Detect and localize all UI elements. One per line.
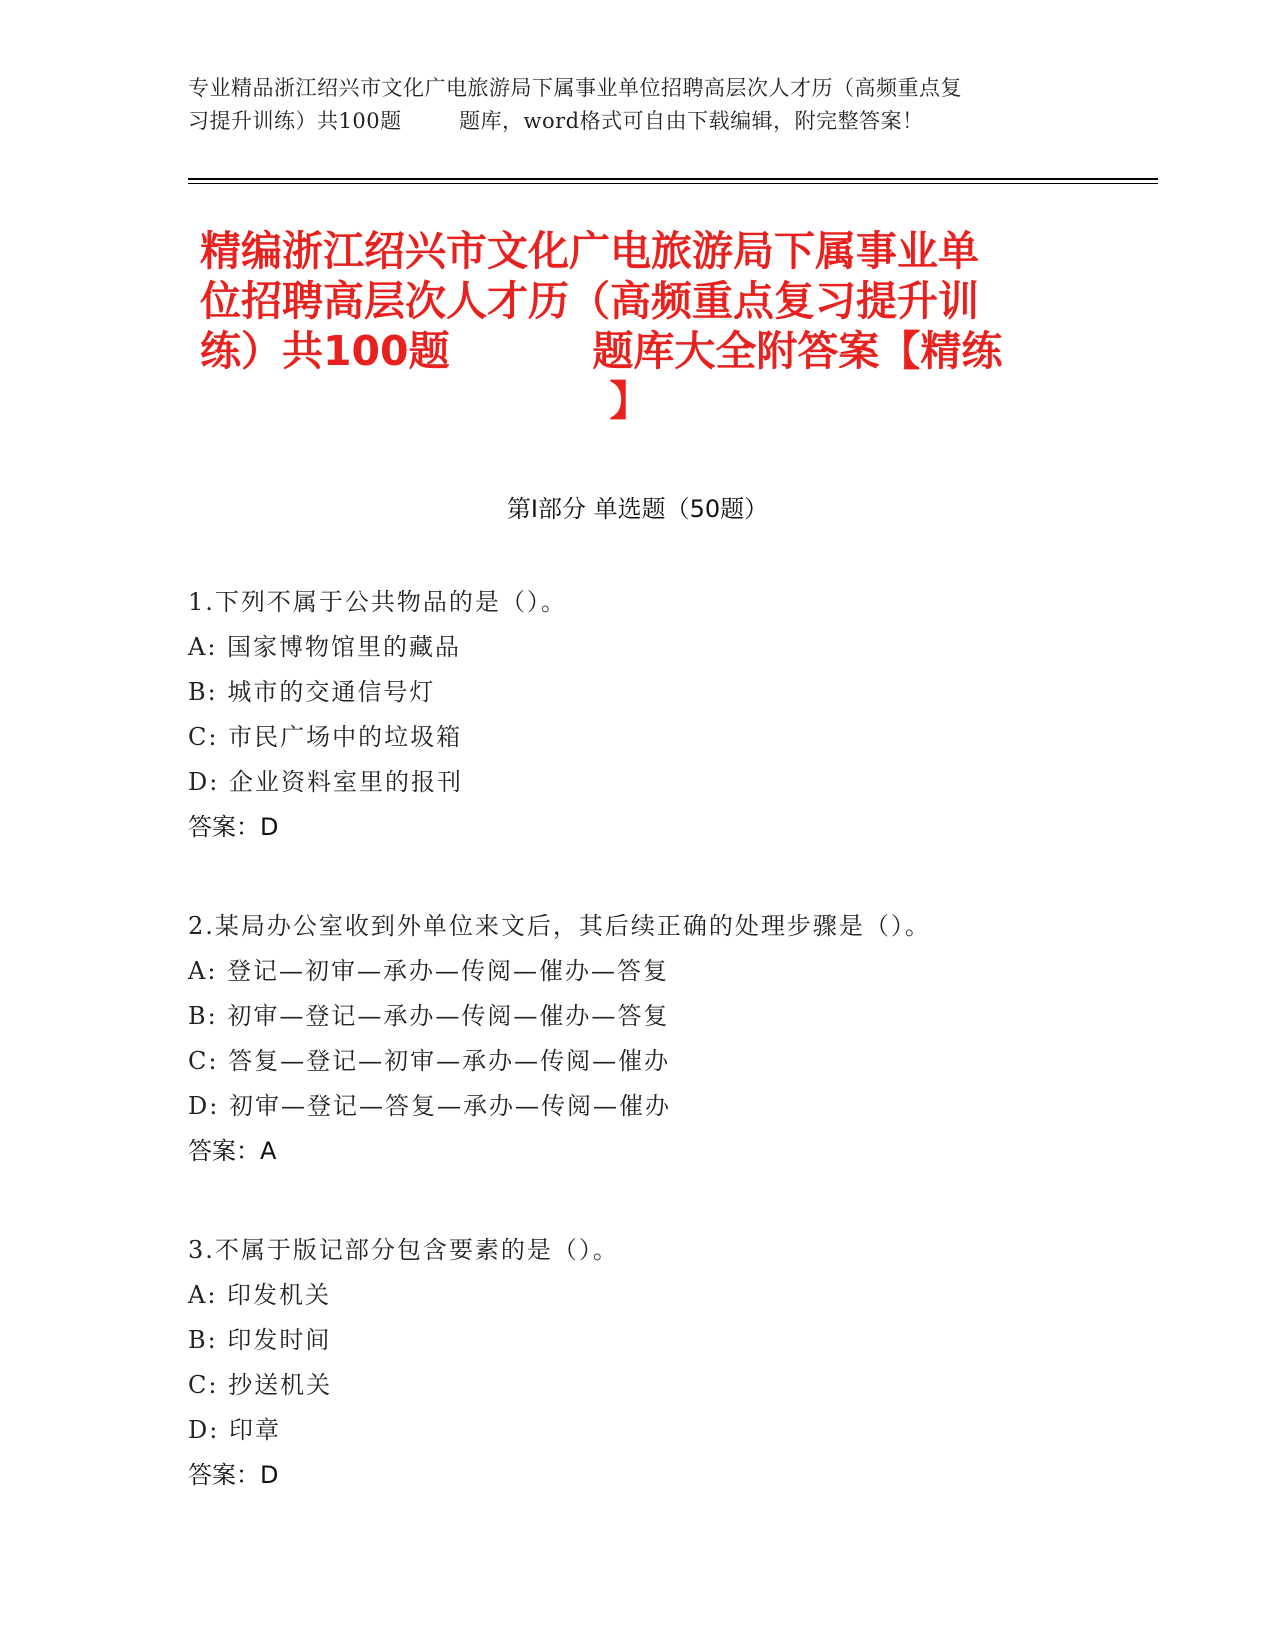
- question-option: D: 初审—登记—答复—承办—传阅—催办: [188, 1092, 671, 1120]
- question-option: C: 市民广场中的垃圾箱: [188, 723, 463, 751]
- question-option: B: 初审—登记—承办—传阅—催办—答复: [188, 1002, 670, 1030]
- question-option: B: 城市的交通信号灯: [188, 678, 436, 706]
- question-option: C: 答复—登记—初审—承办—传阅—催办: [188, 1047, 671, 1075]
- document-title: [200, 226, 1080, 426]
- header-note-line: 习提升训练）共100题 题库，word格式可自由下载编辑，附完整答案！: [188, 109, 924, 133]
- question-item: [188, 904, 1148, 1174]
- header-rule-thin: [188, 183, 1158, 184]
- question-answer: 答案：A: [188, 1137, 277, 1165]
- question-answer: 答案：D: [188, 1461, 279, 1489]
- question-option: C: 抄送机关: [188, 1371, 333, 1399]
- question-option: A: 印发机关: [188, 1281, 332, 1309]
- question-option: B: 印发时间: [188, 1326, 332, 1354]
- question-option: A: 国家博物馆里的藏品: [188, 633, 462, 661]
- question-option: D: 印章: [188, 1416, 281, 1444]
- question-stem: 3.不属于版记部分包含要素的是（）。: [188, 1236, 619, 1264]
- title-line: 位招聘高层次人才历（高频重点复习提升训: [200, 277, 979, 325]
- question-option: A: 登记—初审—承办—传阅—催办—答复: [188, 957, 670, 985]
- section-heading: 第Ⅰ部分 单选题（50题）: [506, 495, 769, 523]
- question-item: [188, 1228, 1148, 1498]
- question-item: [188, 580, 1148, 850]
- title-line: 精编浙江绍兴市文化广电旅游局下属事业单: [200, 227, 979, 275]
- question-answer: 答案：D: [188, 813, 279, 841]
- header-note-line: 专业精品浙江绍兴市文化广电旅游局下属事业单位招聘高层次人才历（高频重点复: [188, 76, 962, 100]
- question-option: D: 企业资料室里的报刊: [188, 768, 463, 796]
- header-rule-thick: [188, 178, 1158, 180]
- header-note: [188, 72, 1088, 138]
- question-stem: 2.某局办公室收到外单位来文后，其后续正确的处理步骤是（）。: [188, 912, 931, 940]
- title-line: 】: [609, 377, 651, 425]
- title-line: 练）共100题 题库大全附答案【精练: [200, 327, 1003, 375]
- question-list: [188, 580, 1148, 1552]
- question-stem: 1.下列不属于公共物品的是（）。: [188, 588, 567, 616]
